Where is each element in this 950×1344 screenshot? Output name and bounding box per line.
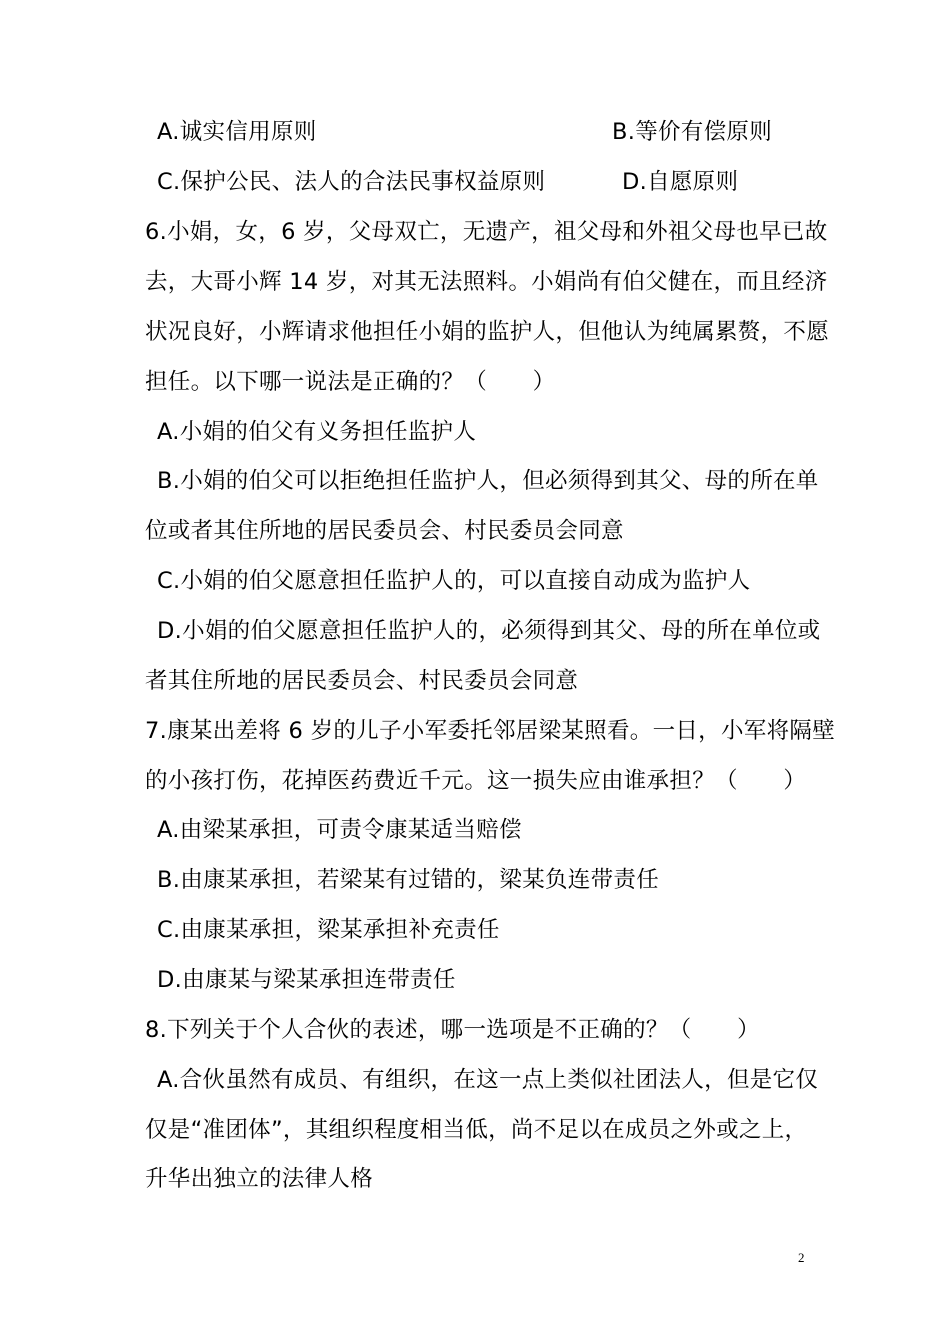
q8-option-a-line: 升华出独立的法律人格 [145, 1166, 374, 1192]
q6-stem-line: 状况良好，小辉请求他担任小娟的监护人，但他认为纯属累赘，不愿 [145, 319, 830, 345]
q6-option-a: A.小娟的伯父有义务担任监护人 [157, 419, 477, 445]
q6-option-c: C.小娟的伯父愿意担任监护人的，可以直接自动成为监护人 [157, 568, 751, 594]
page-number: 2 [798, 1250, 805, 1265]
q7-stem-line: 7.康某出差将 6 岁的儿子小军委托邻居梁某照看。一日，小军将隔壁 [145, 718, 835, 744]
q8-option-a-line: A.合伙虽然有成员、有组织，在这一点上类似社团法人，但是它仅 [157, 1067, 819, 1093]
q8-stem: 8.下列关于个人合伙的表述，哪一选项是不正确的？（ ） [145, 1017, 760, 1043]
q7-option-c: C.由康某承担，梁某承担补充责任 [157, 917, 500, 943]
q6-stem-line: 6.小娟，女，6 岁，父母双亡，无遗产，祖父母和外祖父母也早已故 [145, 219, 828, 245]
q8-option-a-line: 仅是“准团体”，其组织程度相当低，尚不足以在成员之外或之上， [145, 1117, 808, 1143]
q5-option-a: A.诚实信用原则 [157, 119, 317, 145]
q5-option-c: C.保护公民、法人的合法民事权益原则 [157, 169, 546, 195]
q7-stem-line: 的小孩打伤，花掉医药费近千元。这一损失应由谁承担？（ ） [145, 768, 807, 794]
q6-option-d-line: D.小娟的伯父愿意担任监护人的，必须得到其父、母的所在单位或 [157, 618, 821, 644]
q5-option-d: D.自愿原则 [622, 169, 739, 195]
q6-option-d-line: 者其住所地的居民委员会、村民委员会同意 [145, 668, 579, 694]
q7-option-b: B.由康某承担，若梁某有过错的，梁某负连带责任 [157, 867, 659, 893]
q7-option-d: D.由康某与梁某承担连带责任 [157, 967, 456, 993]
q6-stem-line: 担任。以下哪一说法是正确的？（ ） [145, 369, 556, 395]
q6-stem-line: 去，大哥小辉 14 岁，对其无法照料。小娟尚有伯父健在，而且经济 [145, 269, 828, 295]
q7-option-a: A.由梁某承担，可责令康某适当赔偿 [157, 817, 522, 843]
q6-option-b-line: 位或者其住所地的居民委员会、村民委员会同意 [145, 518, 624, 544]
q6-option-b-line: B.小娟的伯父可以拒绝担任监护人，但必须得到其父、母的所在单 [157, 468, 819, 494]
q5-option-b: B.等价有偿原则 [612, 119, 772, 145]
